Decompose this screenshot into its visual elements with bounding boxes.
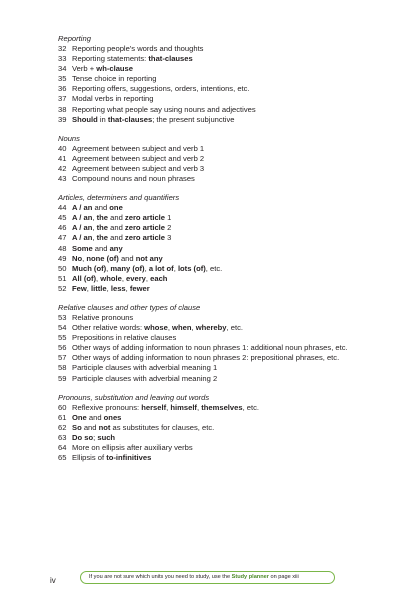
unit-title: Do so; such — [72, 432, 116, 442]
unit-entry[interactable] — [58, 105, 388, 115]
unit-number: 52 — [58, 283, 67, 293]
unit-title: A / an and one — [72, 203, 123, 213]
unit-number: 50 — [58, 263, 67, 273]
unit-number: 41 — [58, 153, 67, 163]
unit-entry[interactable] — [58, 233, 388, 243]
unit-entry[interactable] — [58, 413, 388, 423]
unit-entry[interactable] — [58, 44, 388, 54]
unit-number: 40 — [58, 143, 67, 153]
unit-title: Verb + wh-clause — [72, 64, 133, 74]
unit-title: Reporting people's words and thoughts — [72, 44, 204, 53]
toc-section — [58, 393, 388, 464]
unit-number: 54 — [58, 323, 67, 333]
unit-entry[interactable] — [58, 84, 388, 94]
unit-number: 59 — [58, 373, 67, 383]
unit-title: Participle clauses with adverbial meaning 2 — [72, 373, 218, 383]
toc-section — [58, 34, 388, 125]
unit-title: Reflexive pronouns: herself, himself, themselves, etc. — [72, 402, 260, 412]
unit-number: 56 — [58, 343, 67, 353]
unit-title: Other ways of adding information to noun phrases 1: additional noun phrases, etc. — [72, 343, 348, 353]
toc-section — [58, 134, 388, 184]
unit-number: 62 — [58, 422, 67, 432]
unit-number: 53 — [58, 312, 67, 322]
section-heading: Relative clauses and other types of clause — [58, 302, 201, 312]
unit-number: 60 — [58, 402, 67, 412]
unit-title: No, none (of) and not any — [72, 253, 163, 263]
unit-number: 32 — [58, 44, 67, 53]
unit-number: 35 — [58, 74, 67, 84]
unit-title: Much (of), many (of), a lot of, lots (of), etc. — [72, 263, 223, 273]
unit-title: Modal verbs in reporting — [72, 94, 154, 104]
unit-title: Reporting what people say using nouns and adjectives — [72, 104, 256, 114]
unit-number: 48 — [58, 243, 67, 253]
unit-title: Ellipsis of to-infinitives — [72, 453, 152, 463]
unit-number: 37 — [58, 94, 67, 104]
unit-entry[interactable] — [58, 144, 388, 154]
unit-title: Participle clauses with adverbial meaning 1 — [72, 363, 218, 373]
unit-entry[interactable] — [58, 313, 388, 323]
unit-title: One and ones — [72, 412, 122, 422]
unit-entry[interactable] — [58, 164, 388, 174]
unit-number: 58 — [58, 363, 67, 373]
unit-entry[interactable] — [58, 244, 388, 254]
unit-number: 33 — [58, 54, 67, 64]
unit-title: So and not as substitutes for clauses, etc. — [72, 422, 215, 432]
section-heading: Articles, determiners and quantifiers — [58, 193, 180, 203]
unit-number: 57 — [58, 353, 67, 363]
section-heading: Pronouns, substitution and leaving out words — [58, 392, 210, 402]
unit-title: Agreement between subject and verb 3 — [72, 163, 205, 173]
unit-number: 42 — [58, 163, 67, 173]
unit-number: 65 — [58, 453, 67, 463]
unit-title: Reporting statements: that-clauses — [72, 54, 193, 64]
section-heading: Reporting — [58, 34, 91, 43]
unit-number: 49 — [58, 253, 67, 263]
unit-entry[interactable] — [58, 223, 388, 233]
unit-number: 34 — [58, 64, 67, 74]
unit-entry[interactable] — [58, 54, 388, 64]
unit-entry[interactable] — [58, 94, 388, 104]
toc-section — [58, 193, 388, 294]
unit-title: Agreement between subject and verb 2 — [72, 153, 205, 163]
unit-entry[interactable] — [58, 174, 388, 184]
unit-number: 47 — [58, 233, 67, 243]
table-of-contents — [58, 34, 388, 472]
unit-entry[interactable] — [58, 443, 388, 453]
unit-number: 61 — [58, 412, 67, 422]
unit-number: 38 — [58, 104, 67, 114]
unit-title: Other ways of adding information to noun phrases 2: prepositional phrases, etc. — [72, 353, 340, 363]
unit-title: Tense choice in reporting — [72, 74, 157, 84]
toc-section — [58, 303, 388, 384]
unit-title: A / an, the and zero article 3 — [72, 233, 172, 243]
unit-entry[interactable] — [58, 74, 388, 84]
unit-number: 43 — [58, 174, 67, 184]
unit-entry[interactable] — [58, 254, 388, 264]
unit-number: 46 — [58, 223, 67, 233]
unit-entry[interactable] — [58, 363, 388, 373]
unit-title: More on ellipsis after auxiliary verbs — [72, 443, 193, 452]
unit-entry[interactable] — [58, 213, 388, 223]
unit-entry[interactable] — [58, 323, 388, 333]
page-number: iv — [50, 576, 56, 585]
unit-entry[interactable] — [58, 453, 388, 463]
unit-title: A / an, the and zero article 2 — [72, 223, 172, 233]
unit-entry[interactable] — [58, 333, 388, 343]
unit-title: Compound nouns and noun phrases — [72, 174, 195, 184]
unit-title: Should in that-clauses; the present subjunctive — [72, 114, 235, 124]
unit-entry[interactable] — [58, 343, 388, 353]
unit-entry[interactable] — [58, 433, 388, 443]
unit-title: Agreement between subject and verb 1 — [72, 143, 205, 153]
study-planner-note-text: If you are not sure which units you need to study, use the Study planner on page xiii — [89, 574, 299, 580]
section-heading: Nouns — [58, 133, 80, 143]
unit-entry[interactable] — [58, 203, 388, 213]
unit-number: 63 — [58, 432, 67, 442]
unit-entry[interactable] — [58, 64, 388, 74]
unit-title: Some and any — [72, 243, 123, 253]
unit-title: Reporting offers, suggestions, orders, intentions, etc. — [72, 84, 250, 94]
unit-entry[interactable] — [58, 284, 388, 294]
unit-title: Prepositions in relative clauses — [72, 333, 177, 343]
unit-entry[interactable] — [58, 154, 388, 164]
unit-number: 64 — [58, 443, 67, 452]
unit-entry[interactable] — [58, 264, 388, 274]
unit-number: 45 — [58, 213, 67, 223]
unit-title: Other relative words: whose, when, whereby, etc. — [72, 323, 243, 333]
unit-entry[interactable] — [58, 423, 388, 433]
unit-number: 39 — [58, 114, 67, 124]
unit-number: 44 — [58, 203, 67, 213]
unit-title: All (of), whole, every, each — [72, 273, 168, 283]
unit-title: Relative pronouns — [72, 312, 134, 322]
unit-entry[interactable] — [58, 403, 388, 413]
unit-entry[interactable] — [58, 374, 388, 384]
unit-title: A / an, the and zero article 1 — [72, 213, 172, 223]
unit-entry[interactable] — [58, 274, 388, 284]
study-planner-note — [80, 571, 335, 584]
unit-entry[interactable] — [58, 115, 388, 125]
unit-title: Few, little, less, fewer — [72, 283, 150, 293]
unit-entry[interactable] — [58, 353, 388, 363]
unit-number: 51 — [58, 273, 67, 283]
unit-number: 36 — [58, 84, 67, 94]
unit-number: 55 — [58, 333, 67, 343]
